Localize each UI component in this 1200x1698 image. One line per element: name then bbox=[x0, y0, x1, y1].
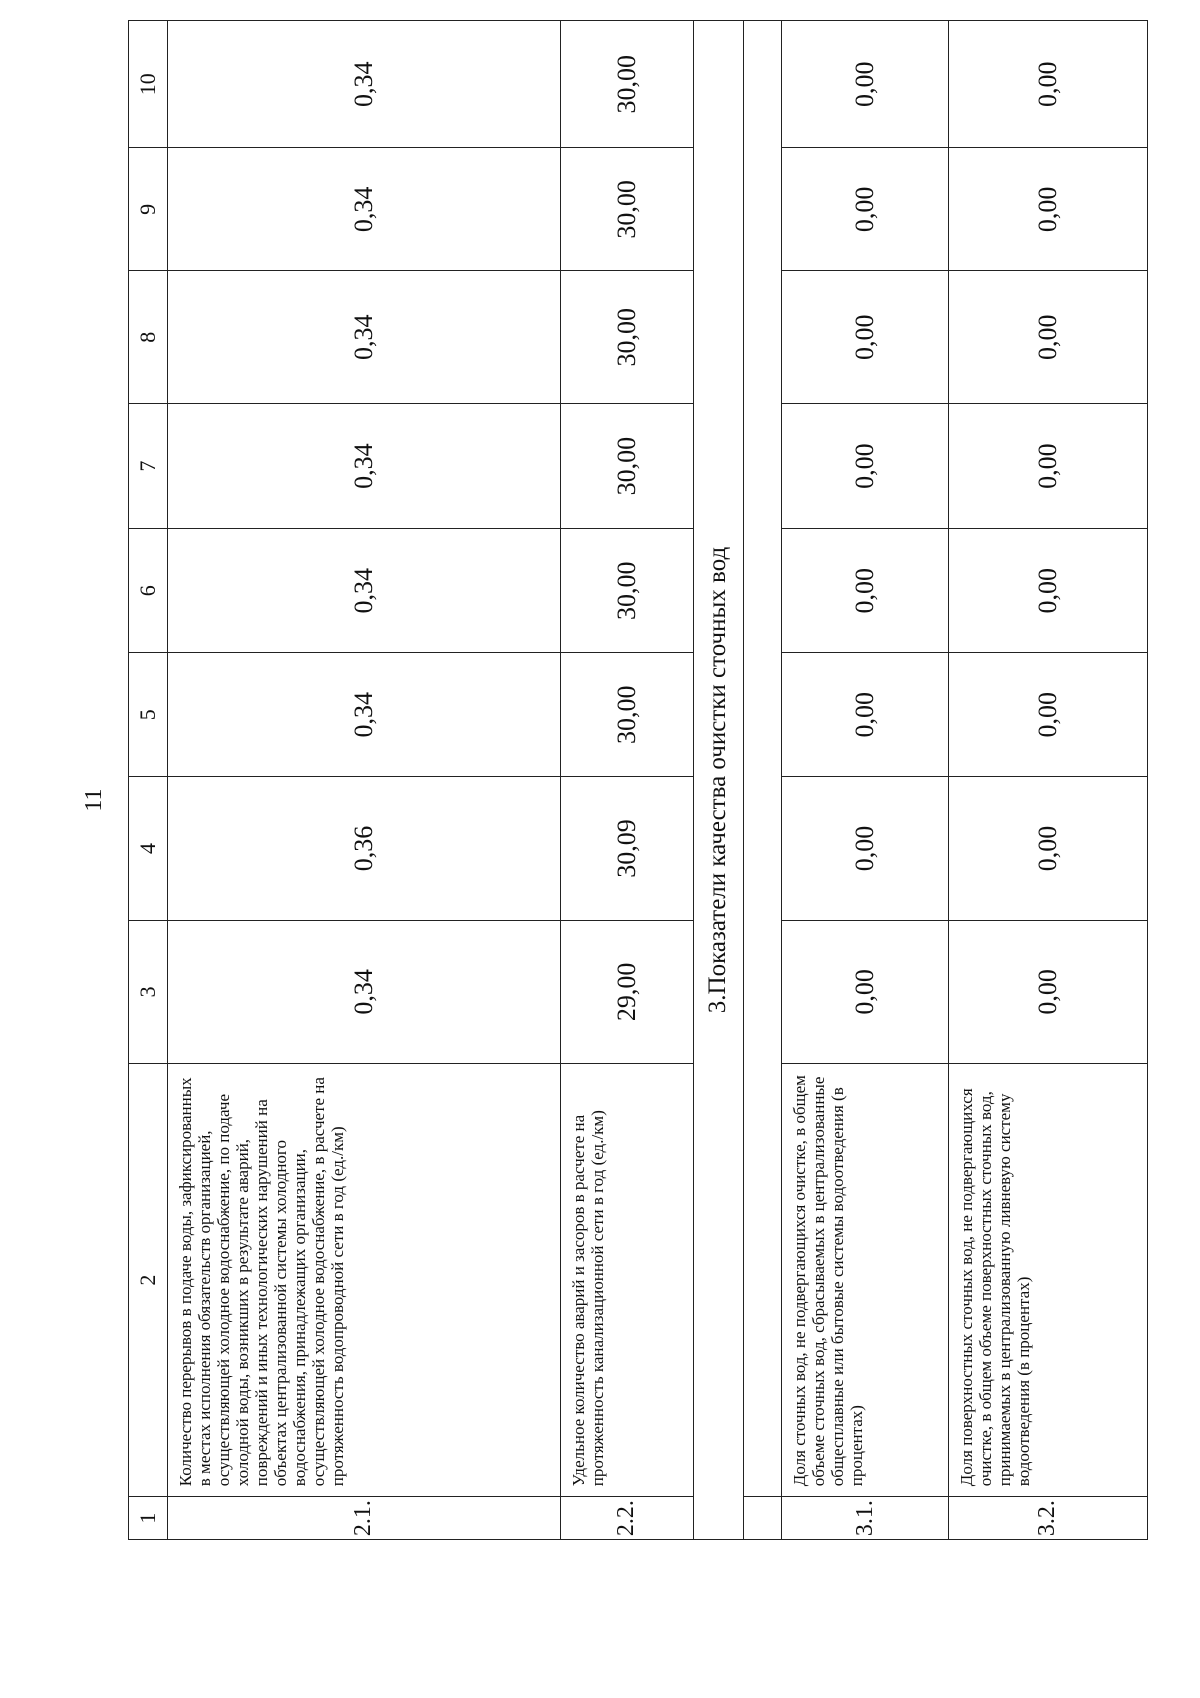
value-cell: 0,36 bbox=[167, 777, 560, 920]
page-number: 11 bbox=[81, 788, 107, 812]
value-cell: 0,00 bbox=[948, 271, 1147, 404]
column-header: 8 bbox=[129, 271, 168, 404]
column-header: 5 bbox=[129, 653, 168, 777]
table-row bbox=[167, 21, 560, 1540]
value-cell: 0,00 bbox=[948, 148, 1147, 271]
column-header: 10 bbox=[129, 21, 168, 148]
value-cell: 30,00 bbox=[560, 404, 693, 529]
row-description: Удельное количество аварий и засоров в расчете на протяженность канализационной сети в год (ед./км) bbox=[560, 1063, 693, 1496]
value-cell: 29,00 bbox=[560, 920, 693, 1063]
value-cell: 0,00 bbox=[782, 529, 948, 653]
row-code: 2.2. bbox=[560, 1497, 693, 1540]
indicators-table bbox=[128, 20, 1148, 1540]
row-code: 3.1. bbox=[782, 1497, 948, 1540]
value-cell: 0,00 bbox=[782, 653, 948, 777]
value-cell: 0,00 bbox=[782, 148, 948, 271]
value-cell: 0,34 bbox=[167, 653, 560, 777]
row-code: 3.2. bbox=[948, 1497, 1147, 1540]
value-cell: 0,00 bbox=[782, 920, 948, 1063]
row-description: Доля сточных вод, не подвергающихся очистке, в общем объеме сточных вод, сбрасываемых в централизованные общесплавные или бытовые системы водоотведения (в процентах) bbox=[782, 1063, 948, 1496]
value-cell: 0,34 bbox=[167, 529, 560, 653]
value-cell: 0,34 bbox=[167, 271, 560, 404]
value-cell: 30,00 bbox=[560, 271, 693, 404]
value-cell: 0,00 bbox=[948, 653, 1147, 777]
row-description: Доля поверхностных сточных вод, не подвергающихся очистке, в общем объеме поверхностных сточных вод, принимаемых в централизованную ливневую систему водоотведения (в процентах) bbox=[948, 1063, 1147, 1496]
column-header: 6 bbox=[129, 529, 168, 653]
value-cell: 0,34 bbox=[167, 21, 560, 148]
value-cell: 0,00 bbox=[782, 404, 948, 529]
column-header: 9 bbox=[129, 148, 168, 271]
section-title-row bbox=[693, 21, 743, 1540]
column-header: 7 bbox=[129, 404, 168, 529]
column-header: 4 bbox=[129, 777, 168, 920]
value-cell: 0,00 bbox=[948, 404, 1147, 529]
section-title: 3.Показатели качества очистки сточных вод bbox=[693, 21, 743, 1540]
rotated-table-wrapper bbox=[128, 20, 1148, 1540]
value-cell: 0,00 bbox=[948, 21, 1147, 148]
table-row bbox=[560, 21, 693, 1540]
row-code: 2.1. bbox=[167, 1497, 560, 1540]
value-cell: 0,34 bbox=[167, 920, 560, 1063]
value-cell: 0,34 bbox=[167, 148, 560, 271]
value-cell: 30,00 bbox=[560, 21, 693, 148]
spacer-row bbox=[743, 21, 782, 1540]
value-cell: 30,00 bbox=[560, 653, 693, 777]
value-cell: 0,00 bbox=[948, 920, 1147, 1063]
column-header: 1 bbox=[129, 1497, 168, 1540]
value-cell: 30,09 bbox=[560, 777, 693, 920]
value-cell: 0,34 bbox=[167, 404, 560, 529]
header-row bbox=[129, 21, 168, 1540]
row-description: Количество перерывов в подаче воды, зафиксированных в местах исполнения обязательств организацией, осуществляющей холодное водоснабжение, по подаче холодной воды, возникших в результате аварий, повреждений и иных технологических нарушений на объектах централизованной системы холодного водоснабжения, принадлежащих организации, осуществляющей холодное водоснабжение, в расчете на протяженность водопроводной сети в год (ед./км) bbox=[167, 1063, 560, 1496]
table-row bbox=[782, 21, 948, 1540]
value-cell: 0,00 bbox=[782, 271, 948, 404]
empty-cell bbox=[743, 1497, 782, 1540]
value-cell: 30,00 bbox=[560, 148, 693, 271]
value-cell: 30,00 bbox=[560, 529, 693, 653]
value-cell: 0,00 bbox=[782, 777, 948, 920]
table-row bbox=[948, 21, 1147, 1540]
value-cell: 0,00 bbox=[948, 529, 1147, 653]
column-header: 2 bbox=[129, 1063, 168, 1496]
value-cell: 0,00 bbox=[782, 21, 948, 148]
column-header: 3 bbox=[129, 920, 168, 1063]
empty-cell bbox=[743, 21, 782, 1497]
value-cell: 0,00 bbox=[948, 777, 1147, 920]
